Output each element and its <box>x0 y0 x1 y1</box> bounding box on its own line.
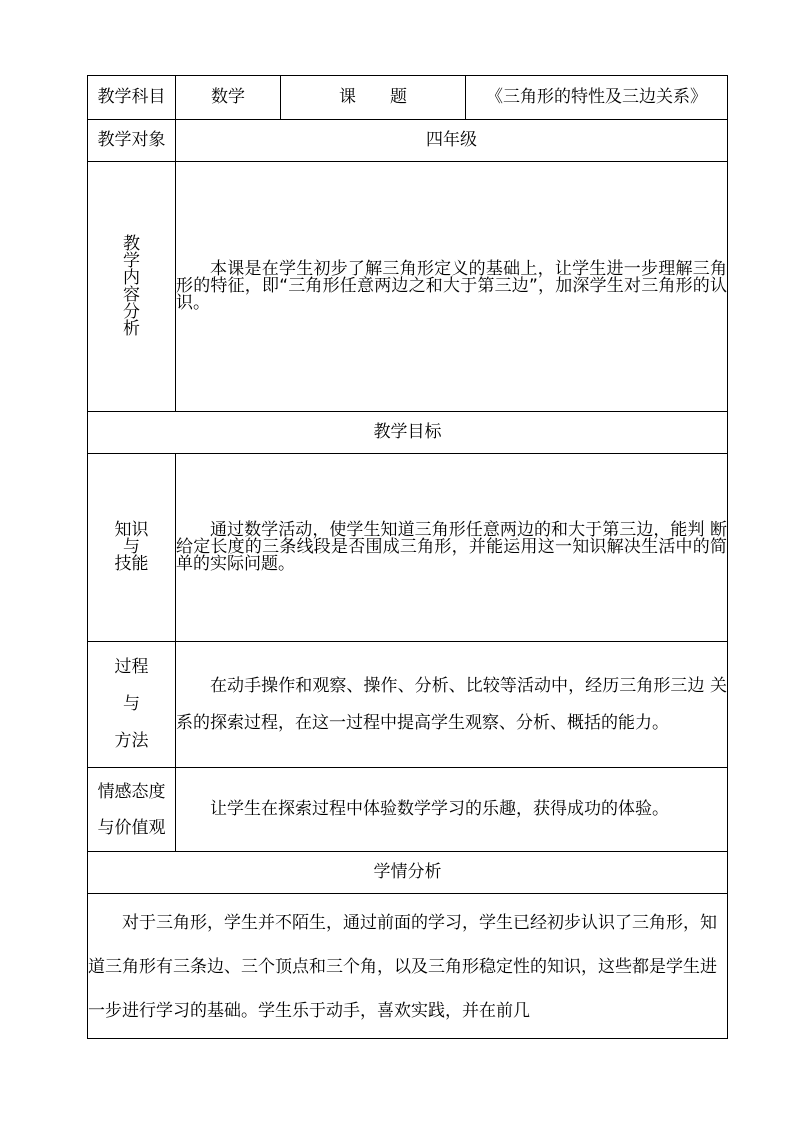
knowledge-label <box>88 454 176 642</box>
label-line: 方法 <box>114 731 149 751</box>
content-analysis-text: 本课是在学生初步了解三角形定义的基础上，让学生进一步理解三角形的特征，即“三角形任意两边之和大于第三边”，加深学生对三角形的认识。 <box>176 259 727 313</box>
knowledge-text: 通过数学活动，使学生知道三角形任意两边的和大于第三边，能判 断给定长度的三条线段是否围成三角形，并能运用这一知识解决生活中的简单的实际问题。 <box>176 520 727 574</box>
label-line: 知识 <box>114 520 149 540</box>
knowledge-row <box>88 454 728 642</box>
label-char: 学 <box>123 250 140 271</box>
learner-text-row <box>88 894 728 1039</box>
audience-value-cell: 四年级 <box>176 120 728 162</box>
label-char: 容 <box>123 284 140 305</box>
learner-analysis-title: 学情分析 <box>88 852 728 894</box>
audience-label-cell: 教学对象 <box>88 120 176 162</box>
label-char: 分 <box>123 301 140 322</box>
label-line: 技能 <box>114 554 149 574</box>
process-text-cell <box>176 642 728 768</box>
content-analysis-row <box>88 162 728 412</box>
content-analysis-label <box>88 162 176 412</box>
process-row <box>88 642 728 768</box>
emotion-row <box>88 768 728 852</box>
process-text: 在动手操作和观察、操作、分析、比较等活动中，经历三角形三边 关系的探索过程，在这一过程中提高学生观察、分析、概括的能力。 <box>176 675 727 733</box>
audience-row <box>88 120 728 162</box>
emotion-text-cell <box>176 768 728 852</box>
topic-label-cell: 课 题 <box>281 76 466 120</box>
learner-text-cell <box>88 894 728 1039</box>
label-line: 与 <box>123 694 140 714</box>
subject-label-cell: 教学科目 <box>88 76 176 120</box>
label-char: 析 <box>123 318 140 339</box>
learner-title-row <box>88 852 728 894</box>
subject-value-cell: 数学 <box>176 76 281 120</box>
label-char: 教 <box>123 233 140 254</box>
header-row <box>88 76 728 120</box>
emotion-text: 让学生在探索过程中体验数学学习的乐趣，获得成功的体验。 <box>210 799 669 819</box>
knowledge-text-cell <box>176 454 728 642</box>
process-label <box>88 642 176 768</box>
label-line: 情感态度 <box>97 781 166 802</box>
goals-title-row <box>88 412 728 454</box>
emotion-label <box>88 768 176 852</box>
learner-analysis-text: 对于三角形，学生并不陌生，通过前面的学习，学生已经初步认识了三角形，知道三角形有三条边、三个顶点和三个角，以及三角形稳定性的知识，这些都是学生进一步进行学习的基础。学生乐于动手，喜欢实践，并在前几 <box>88 913 717 1021</box>
lesson-plan-table <box>87 75 728 1039</box>
goals-title: 教学目标 <box>88 412 728 454</box>
content-analysis-text-cell <box>176 162 728 412</box>
label-line: 与价值观 <box>97 817 166 838</box>
topic-value-cell: 《三角形的特性及三边关系》 <box>466 76 728 120</box>
label-line: 与 <box>123 537 140 557</box>
label-char: 内 <box>123 267 140 288</box>
label-line: 过程 <box>114 657 149 677</box>
